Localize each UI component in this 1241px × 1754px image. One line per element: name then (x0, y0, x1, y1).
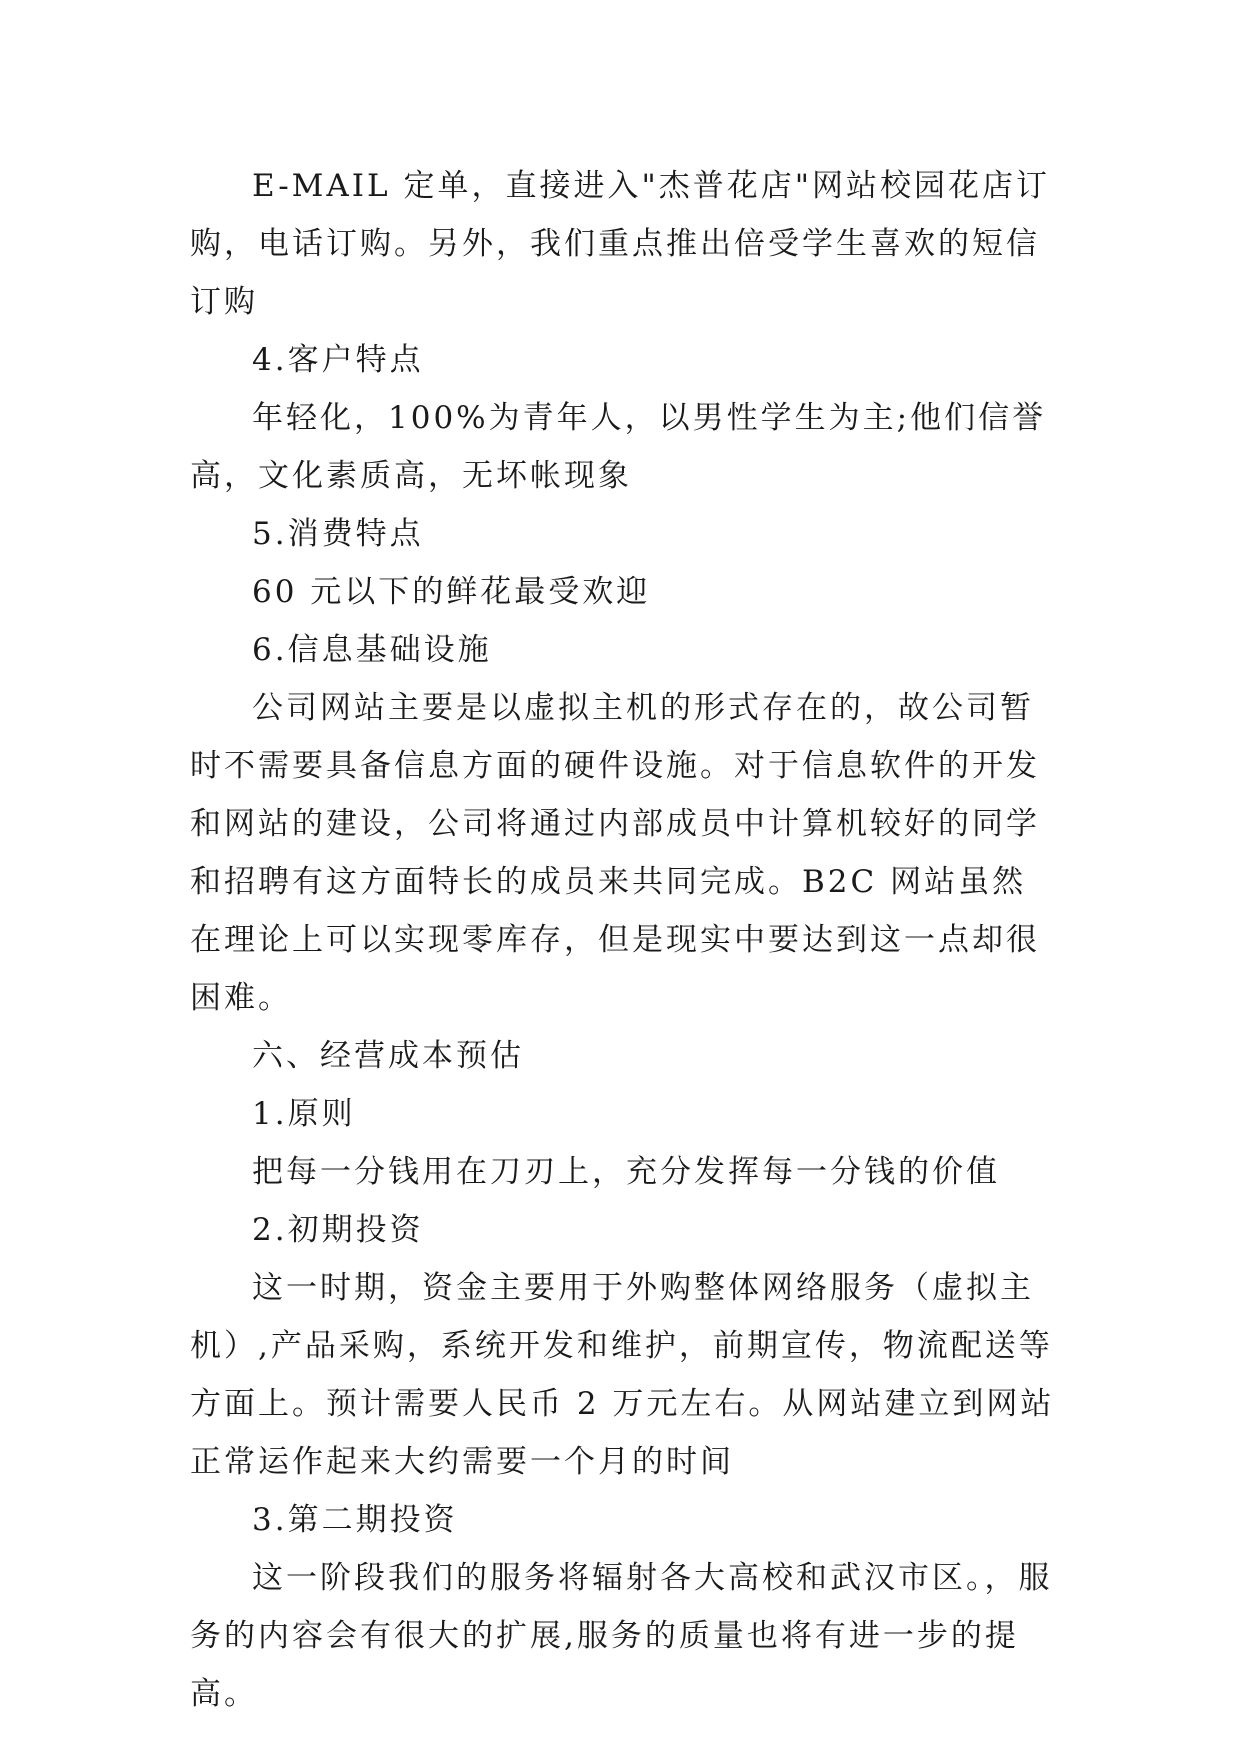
document-body (190, 157, 1060, 1723)
paragraph-consumption-features: 60 元以下的鲜花最受欢迎 (252, 574, 651, 610)
paragraph-info-infrastructure: 公司网站主要是以虚拟主机的形式存在的，故公司暂时不需要具备信息方面的硬件设施。对于信息软件的开发和网站的建设，公司将通过内部成员中计算机较好的同学和招聘有这方面特长的成员来共同完成。B2C 网站虽然在理论上可以实现零库存，但是现实中要达到这一点却很困难。 (190, 690, 1040, 1016)
heading-customer-features: 4.客户特点 (252, 342, 424, 378)
paragraph-principle: 把每一分钱用在刀刃上，充分发挥每一分钱的价值 (252, 1154, 1000, 1190)
paragraph-ordering-channels: E-MAIL 定单，直接进入"杰普花店"网站校园花店订购，电话订购。另外，我们重点推出倍受学生喜欢的短信订购 (190, 168, 1051, 320)
heading-info-infrastructure: 6.信息基础设施 (252, 632, 492, 668)
heading-initial-investment: 2.初期投资 (252, 1212, 424, 1248)
paragraph-second-investment: 这一阶段我们的服务将辐射各大高校和武汉市区。，服务的内容会有很大的扩展,服务的质量也将有进一步的提高。 (190, 1560, 1053, 1712)
heading-second-investment: 3.第二期投资 (252, 1502, 458, 1538)
paragraph-customer-features: 年轻化，100%为青年人，以男性学生为主;他们信誉高，文化素质高，无坏帐现象 (190, 400, 1047, 494)
section-heading-cost-estimate: 六、经营成本预估 (252, 1038, 524, 1074)
heading-consumption-features: 5.消费特点 (252, 516, 424, 552)
heading-principle: 1.原则 (252, 1096, 356, 1132)
paragraph-initial-investment: 这一时期，资金主要用于外购整体网络服务（虚拟主机）,产品采购，系统开发和维护，前期宣传，物流配送等方面上。预计需要人民币 2 万元左右。从网站建立到网站正常运作起来大约需要一个月的时间 (190, 1270, 1055, 1480)
